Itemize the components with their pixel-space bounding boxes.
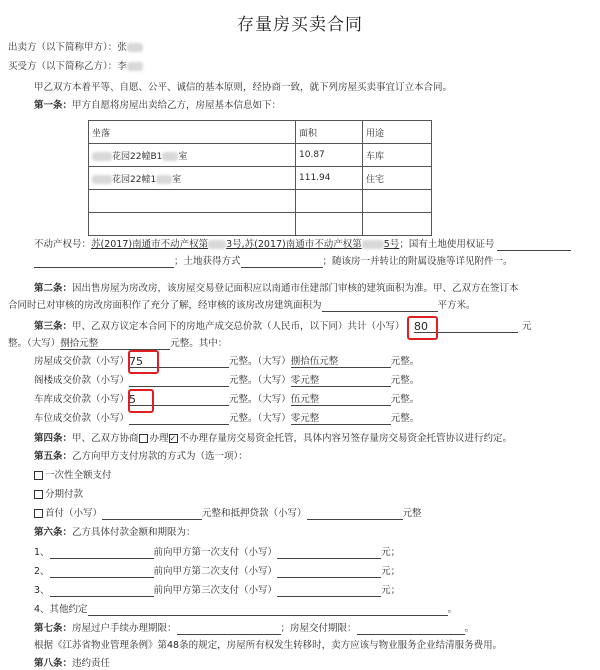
intro-text: 甲乙双方本着平等、自愿、公平、诚信的基本原则，经协商一致，就下列房屋买卖事宜订立本合同。 (34, 82, 453, 93)
checkbox-handle-escrow[interactable] (139, 434, 148, 443)
payment-option-installment (34, 489, 83, 501)
highlight-box-house (128, 350, 159, 374)
header-use: 用途 (363, 121, 432, 144)
redacted-mark (362, 240, 384, 249)
price-big-value: 零元整 (290, 413, 320, 424)
price-label: 阁楼成交价款（小写） (34, 375, 130, 386)
label: 房屋过户手续办理期限： (72, 623, 177, 634)
contract-title: 存量房买卖合同 (237, 15, 363, 35)
article-7-head: 第七条： (34, 623, 73, 634)
label: 4、其他约定 (34, 604, 88, 615)
label: 3、 (34, 585, 50, 596)
table-cell-area: 10.87 (296, 144, 363, 167)
area-blank (322, 300, 438, 312)
total-big-value: 捌拾元整 (60, 338, 99, 349)
article-1 (34, 100, 281, 112)
payment-line-1 (34, 547, 400, 559)
date-blank (50, 547, 154, 559)
loan-blank (307, 508, 403, 520)
blank (34, 256, 174, 268)
amount-blank (277, 566, 381, 578)
label: 。 (464, 623, 475, 634)
total-small-value: 80 (414, 320, 428, 333)
table-cell-use: 车库 (363, 144, 432, 167)
certificate-line-2 (34, 256, 513, 268)
article-5 (34, 451, 248, 463)
table-row-empty (89, 190, 432, 213)
land-cert-blank (497, 239, 571, 251)
location-text: 花园22幢1 (112, 174, 157, 185)
redacted-mark (127, 62, 143, 71)
header-location: 坐落 (89, 121, 296, 144)
payment-line-3 (34, 585, 400, 597)
other-terms-blank (88, 604, 448, 616)
article-5-head: 第五条： (34, 451, 73, 462)
location-suffix: 室 (178, 151, 188, 162)
table-header-row (89, 121, 432, 144)
payment-option-mortgage (34, 508, 422, 520)
cert-number-1: 苏(2017)南通市不动产权第 3号,苏(2017)南通市不动产权第 5号 (91, 239, 400, 250)
label: 元整。 (390, 375, 420, 386)
table-cell-location (89, 144, 296, 167)
buyer-line (8, 61, 143, 73)
label: 不办理存量房交易资金托管，具体内容另签存量房交易资金托管协议进行约定。 (179, 433, 513, 444)
article-1-head: 第一条： (34, 100, 73, 111)
seller-name: 张 (117, 42, 127, 53)
cert-label: 不动产权号： (34, 239, 92, 250)
buyer-name: 李 (117, 61, 127, 72)
article-2-text: 因出售房屋为房改房，该房屋交易登记面积应以南通市住建部门审核的建筑面积为准。甲、乙双方在签订本 (72, 283, 519, 294)
location-text: 花园22幢B1 (112, 151, 163, 162)
checkbox-full-payment[interactable] (34, 471, 43, 480)
label: 元整。 (390, 356, 420, 367)
label: 乙方具体付款金额和期限为： (72, 527, 196, 538)
payment-option-full (34, 470, 112, 482)
article-7-note: 根据《江苏省物业管理条例》第48条的规定，房屋所有权发生转移时，卖方应该与物业服务企业结清服务费用。 (34, 640, 503, 651)
table-cell-area: 111.94 (296, 167, 363, 190)
option-label: 元整 (402, 508, 422, 519)
property-table (88, 120, 432, 236)
label: ；房屋交付期限： (280, 623, 357, 634)
table-row-empty (89, 213, 432, 236)
article-3-text: 甲、乙双方议定本合同下的房地产成交总价款（人民币，以下同）共计（小写） (72, 321, 405, 332)
label: 元整。（大写） (229, 356, 291, 367)
price-label: 房屋成交价款（小写） (34, 356, 130, 367)
table-row (89, 167, 432, 190)
article-2-line-2 (8, 300, 476, 312)
redacted-mark (92, 175, 112, 184)
label: 2、 (34, 566, 50, 577)
label: 前向甲方第二次支付（小写） (153, 566, 278, 577)
table-row (89, 144, 432, 167)
label: 元整。 (390, 394, 420, 405)
article-4-head: 第四条： (34, 433, 73, 444)
land-cert-label: ；国有土地使用权证号 (399, 239, 495, 250)
article-7 (34, 623, 474, 635)
article-8 (34, 658, 110, 670)
label: 甲、乙双方协商 (72, 433, 139, 444)
label: 元； (381, 585, 401, 596)
table-cell-use: 住宅 (363, 167, 432, 190)
article-3-head: 第三条： (34, 321, 73, 332)
redacted-mark (156, 175, 172, 184)
label: 前向甲方第一次支付（小写） (153, 547, 278, 558)
article-6 (34, 527, 196, 539)
article-8-head: 第八条： (34, 658, 73, 669)
article-2-line-1 (34, 283, 519, 295)
payment-line-other (34, 604, 457, 616)
checkbox-installment[interactable] (34, 490, 43, 499)
payment-line-2 (34, 566, 400, 578)
option-label: 元整和抵押贷款（小写） (202, 508, 307, 519)
blank (241, 256, 323, 268)
label: 元； (381, 566, 401, 577)
price-row-garage (34, 394, 419, 406)
article-3-line-1 (34, 321, 405, 333)
price-row-parking (34, 413, 419, 425)
price-big-value: 零元整 (290, 375, 320, 386)
price-small-value: 75 (129, 355, 144, 368)
redacted-mark (162, 152, 178, 161)
redacted-mark (127, 43, 143, 52)
table-cell-location (89, 167, 296, 190)
label: 乙方向甲方支付房款的方式为（选一项）： (72, 451, 248, 462)
location-suffix: 室 (172, 174, 182, 185)
transfer-deadline-blank (177, 623, 281, 635)
price-label: 车位成交价款（小写） (34, 413, 130, 424)
price-big-value: 捌拾伍元整 (290, 356, 339, 367)
checkbox-mortgage[interactable] (34, 509, 43, 518)
price-row-attic (34, 375, 419, 387)
label: 元整。其中： (170, 338, 228, 349)
seller-label: 出卖方（以下简称甲方）： (8, 42, 118, 53)
option-label: 首付（小写） (45, 508, 103, 519)
label: 1、 (34, 547, 50, 558)
redacted-mark (92, 152, 112, 161)
highlight-box-garage (128, 389, 154, 413)
article-3-line-2 (8, 338, 227, 350)
price-small-value: 5 (129, 393, 137, 406)
label: 整。（大写） (8, 338, 61, 349)
down-payment-blank (102, 508, 202, 520)
yuan-unit: 元 (522, 321, 532, 332)
label: 元整。（大写） (229, 394, 291, 405)
label: 。 (447, 604, 458, 615)
label: 前向甲方第三次支付（小写） (153, 585, 278, 596)
article-2-text: 合同时已对审核的房改房面积作了充分了解，经审核的该房改房建筑面积为 (8, 300, 322, 311)
land-method-label: ；土地获得方式 (174, 256, 241, 267)
article-4 (34, 433, 512, 445)
amount-blank (277, 547, 381, 559)
label: 违约责任 (72, 658, 111, 669)
date-blank (50, 585, 154, 597)
article-6-head: 第六条： (34, 527, 73, 538)
price-big-value: 伍元整 (290, 394, 320, 405)
option-label: 一次性全额支付 (45, 470, 112, 481)
price-row-house (34, 356, 419, 368)
label: 元； (381, 547, 401, 558)
label: 办理 (149, 433, 169, 444)
option-label: 分期付款 (45, 489, 84, 500)
certificate-line-1 (34, 239, 571, 251)
highlight-box-total (407, 316, 438, 340)
checkbox-no-escrow[interactable] (169, 434, 178, 443)
date-blank (50, 566, 154, 578)
label: 元整。 (390, 413, 420, 424)
area-unit: 平方米。 (437, 300, 476, 311)
seller-line (8, 42, 143, 54)
attachment-note: ；随该房一并转让的附属设施等详见附件一。 (322, 256, 513, 267)
amount-blank (277, 585, 381, 597)
article-2-head: 第二条： (34, 283, 73, 294)
label: 元整。（大写） (229, 375, 291, 386)
article-1-text: 甲方自愿将房屋出卖给乙方，房屋基本信息如下： (72, 100, 282, 111)
header-area: 面积 (296, 121, 363, 144)
delivery-deadline-blank (357, 623, 465, 635)
redacted-mark (208, 240, 226, 249)
buyer-label: 买受方（以下简称乙方）： (8, 61, 118, 72)
label: 元整。（大写） (229, 413, 291, 424)
price-label: 车库成交价款（小写） (34, 394, 130, 405)
